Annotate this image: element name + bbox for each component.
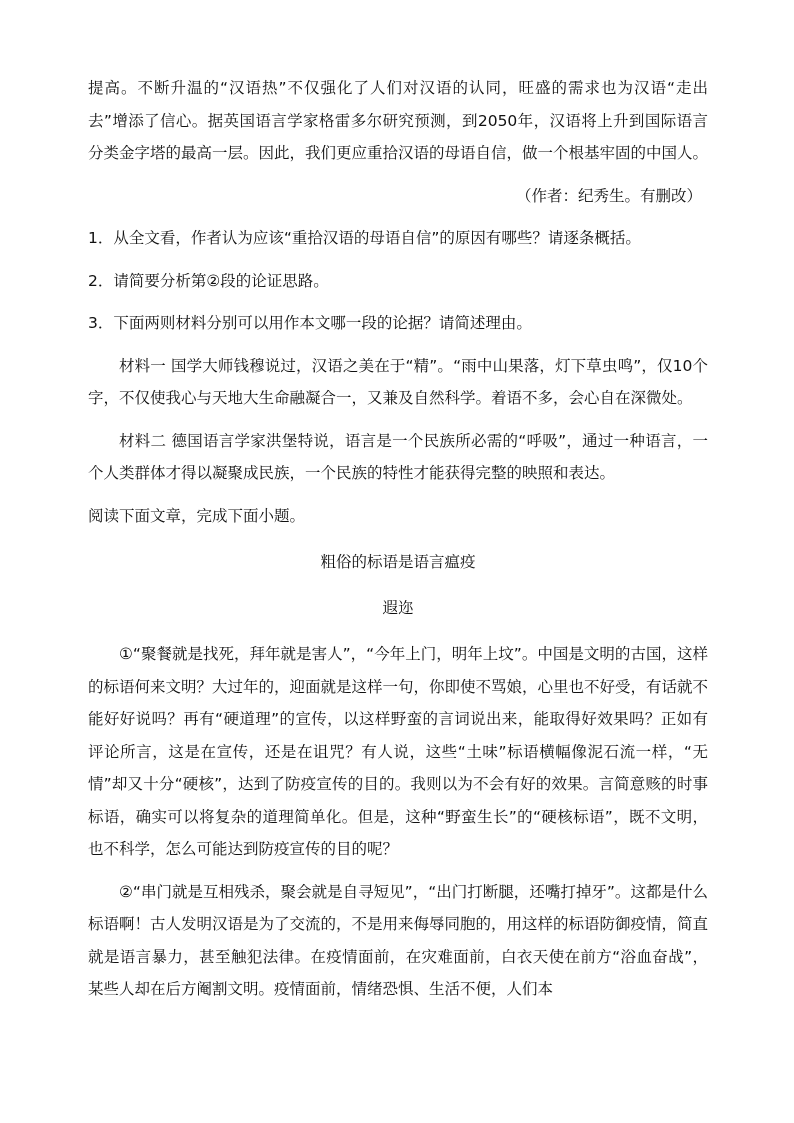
- article-paragraph-2: ②“串门就是互相残杀，聚会就是自寻短见”，“出门打断腿，还嘴打掉牙”。这都是什么标语啊！古人发明汉语是为了交流的，不是用来侮辱同胞的，用这样的标语防御疫情，简直就是语言暴力，甚至触犯法律。在疫情面前，在灾难面前，白衣天使在前方“浴血奋战”，某些人却在后方阉割文明。疫情面前，情绪恐惧、生活不便，人们本: [88, 882, 709, 998]
- material-2: 材料二 德国语言学家洪堡特说，语言是一个民族所必需的“呼吸”，通过一种语言，一个人类群体才得以凝聚成民族，一个民族的特性才能获得完整的映照和表达。: [88, 431, 708, 482]
- passage-tail-paragraph: 提高。不断升温的“汉语热”不仅强化了人们对汉语的认同，旺盛的需求也为汉语“走出去”增添了信心。据英国语言学家格雷多尔研究预测，到2050年，汉语将上升到国际语言分类金字塔的最高一层。因此，我们更应重拾汉语的母语自信，做一个根基牢固的中国人。: [88, 79, 709, 162]
- reading-instruction: 阅读下面文章，完成下面小题。: [88, 506, 306, 525]
- article-paragraph-1: ①“聚餐就是找死，拜年就是害人”，“今年上门，明年上坟”。中国是文明的古国，这样的标语何来文明？大过年的，迎面就是这样一句，你即使不骂娘，心里也不好受，有话就不能好好说吗？再有“硬道理”的宣传，以这样野蛮的言词说出来，能取得好效果吗？正如有评论所言，这是在宣传，还是在诅咒？有人说，这些“土味”标语横幅像泥石流一样，“无情”却又十分“硬核”，达到了防疫宣传的目的。我则以为不会有好的效果。言简意赅的时事标语，确实可以将复杂的道理简单化。但是，这种“野蛮生长”的“硬核标语”，既不文明，也不科学，怎么可能达到防疫宣传的目的呢？: [88, 645, 709, 858]
- question-2: 2．请简要分析第②段的论证思路。: [88, 271, 329, 290]
- question-1: 1．从全文看，作者认为应该“重拾汉语的母语自信”的原因有哪些？请逐条概括。: [88, 229, 641, 247]
- article-author: 遐迩: [382, 599, 414, 617]
- material-1: 材料一 国学大师钱穆说过，汉语之美在于“精”。“雨中山果落，灯下草虫鸣”，仅10个字，不仅使我心与天地大生命融凝合一，又兼及自然科学。着语不多，会心自在深微处。: [88, 356, 708, 407]
- question-3: 3．下面两则材料分别可以用作本文哪一段的论据？请简述理由。: [88, 314, 532, 332]
- document-content: [88, 72, 708, 1006]
- source-note: （作者：纪秀生。有删改）: [515, 186, 702, 205]
- article-title: 粗俗的标语是语言瘟疫: [320, 553, 476, 571]
